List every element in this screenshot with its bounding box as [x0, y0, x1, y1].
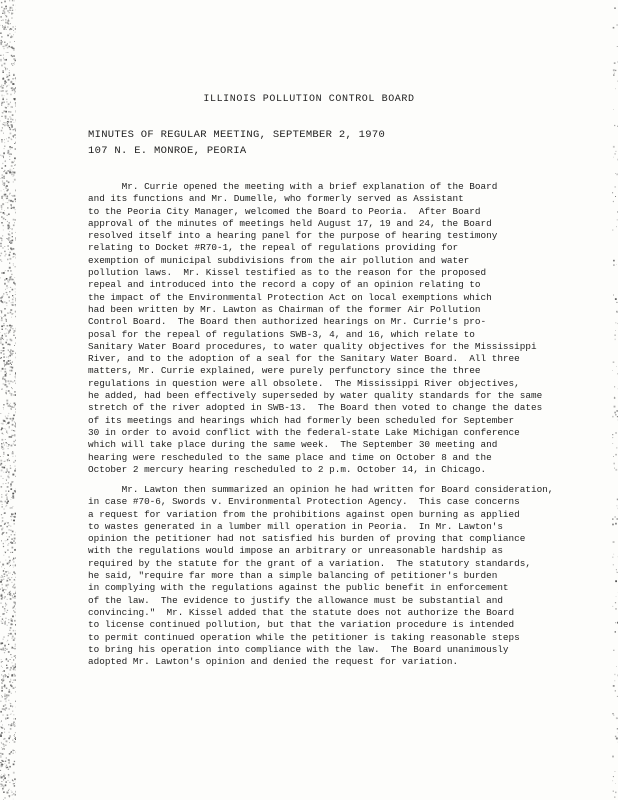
text-line: a request for variation from the prohibitions against open burning as applied	[88, 508, 520, 520]
text-line: approval of the minutes of meetings held August 17, 19 and 24, the Board	[88, 217, 492, 229]
text-line: required by the statute for the grant of a variation. The statutory standards,	[88, 557, 531, 569]
text-line: to the Peoria City Manager, welcomed the Board to Peoria. After Board	[88, 205, 481, 217]
text-line: to license continued pollution, but that the variation procedure is intended	[88, 619, 515, 631]
text-line: Mr. Currie opened the meeting with a brief explanation of the Board	[88, 181, 498, 192]
text-line: he said, "require far more than a simple balancing of petitioner's burden	[88, 570, 498, 582]
paragraph-opening	[88, 181, 588, 476]
text-line: matters, Mr. Currie explained, were purely perfunctory since the three	[88, 365, 481, 377]
text-line: the impact of the Environmental Protection Act on local exemptions which	[88, 291, 492, 303]
scan-edge-noise-right	[612, 0, 618, 800]
text-line: he added, had been effectively superseded by water quality standards for the same	[88, 390, 543, 402]
scan-edge-noise	[0, 0, 16, 800]
meeting-title: MINUTES OF REGULAR MEETING, SEPTEMBER 2, 1970	[88, 129, 386, 141]
text-line: regulations in question were all obsolete. The Mississippi River objectives,	[88, 377, 520, 389]
text-line: adopted Mr. Lawton's opinion and denied the request for variation.	[88, 656, 459, 668]
text-line: in complying with the regulations against the public benefit in enforcement	[88, 582, 509, 594]
text-line: posal for the repeal of regulations SWB-3, 4, and 16, which relate to	[88, 328, 475, 340]
text-line: to bring his operation into compliance with the law. The Board unanimously	[88, 643, 509, 655]
text-line: relating to Docket #R70-1, the repeal of regulations providing for	[88, 242, 459, 254]
text-line: and its functions and Mr. Dumelle, who formerly served as Assistant	[88, 193, 464, 205]
text-line: of its meetings and hearings which had formerly been scheduled for September	[88, 414, 515, 426]
text-line: in case #70-6, Swords v. Environmental Protection Agency. This case concerns	[88, 496, 520, 508]
paragraph-swords-case	[88, 484, 588, 668]
meeting-place: 107 N. E. MONROE, PEORIA	[88, 145, 247, 157]
text-line: of the law. The evidence to justify the allowance must be substantial and	[88, 594, 503, 606]
text-line: River, and to the adoption of a seal for the Sanitary Water Board. All three	[88, 353, 520, 365]
text-line: exemption of municipal subdivisions from the air pollution and water	[88, 254, 470, 266]
text-line: opinion the petitioner had not satisfied his burden of proving that compliance	[88, 533, 526, 545]
text-line: Control Board. The Board then authorized hearings on Mr. Currie's pro-	[88, 316, 487, 328]
text-line: resolved itself into a hearing panel for the purpose of hearing testimony	[88, 230, 498, 242]
text-line: Sanitary Water Board procedures, to water quality objectives for the Mississippi	[88, 340, 537, 352]
text-line: repeal and introduced into the record a copy of an opinion relating to	[88, 279, 481, 291]
text-line: 30 in order to avoid conflict with the federal-state Lake Michigan conference	[88, 426, 520, 438]
text-line: pollution laws. Mr. Kissel testified as to the reason for the proposed	[88, 267, 487, 279]
text-line: hearing were rescheduled to the same place and time on October 8 and the	[88, 451, 492, 463]
text-line: had been written by Mr. Lawton as Chairman of the former Air Pollution	[88, 303, 481, 315]
text-line: stretch of the river adopted in SWB-13. The Board then voted to change the dates	[88, 402, 543, 414]
document-heading: ILLINOIS POLLUTION CONTROL BOARD	[203, 94, 415, 105]
text-line: October 2 mercury hearing rescheduled to 2 p.m. October 14, in Chicago.	[88, 463, 487, 475]
text-line: convincing." Mr. Kissel added that the statute does not authorize the Board	[88, 606, 515, 618]
text-line: Mr. Lawton then summarized an opinion he had written for Board consideration,	[88, 484, 554, 495]
text-line: which will take place during the same week. The September 30 meeting and	[88, 439, 498, 451]
text-line: to permit continued operation while the petitioner is taking reasonable steps	[88, 631, 520, 643]
text-line: to wastes generated in a lumber mill operation in Peoria. In Mr. Lawton's	[88, 520, 503, 532]
text-line: with the regulations would impose an arbitrary or unreasonable hardship as	[88, 545, 503, 557]
